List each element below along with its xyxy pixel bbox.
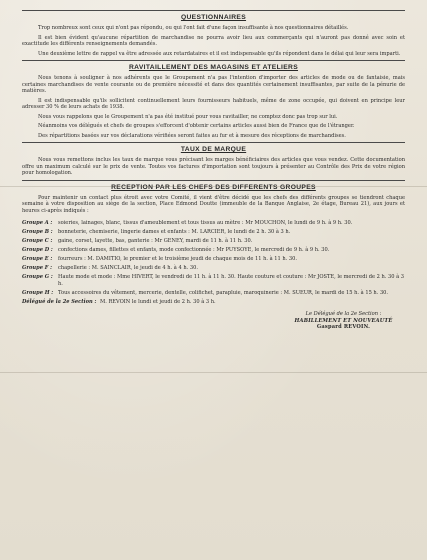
group-text: Tous accessoires du vêtement, mercerie, dentelle, colifichet, parapluie, maroquinerie : M. SUEUR, le mardi de 15 h. à 15 h. 30.	[58, 289, 389, 296]
paper-fold-line	[0, 186, 427, 187]
paragraph: Des répartitions basées sur vos déclarations vérifiées seront faites au fur et à mesure des réceptions de marchandises.	[38, 132, 346, 139]
group-row	[22, 238, 405, 245]
section-rule	[22, 60, 405, 61]
group-label: Groupe A :	[22, 220, 53, 226]
group-label: Groupe E :	[22, 256, 53, 262]
signature-block	[282, 311, 405, 331]
delegate-row	[22, 299, 405, 306]
paragraph: Une deuxième lettre de rappel va être adressée aux retardataires et il est indispensable qu'ils répondent dans le délai qui leur sera imparti.	[38, 50, 401, 57]
signature-name: Gaspard REVOIN.	[316, 324, 371, 331]
group-label: Groupe F :	[22, 265, 52, 271]
section-title: QUESTIONNAIRES	[180, 14, 247, 21]
paragraph: Il est indispensable qu'ils sollicitent continuellement leurs fournisseurs habituels, même de zone occupée, qui doivent en principe leur adresser 30 % de leurs achats de 1938.	[22, 97, 405, 110]
signature-section-name: HABILLEMENT ET NOUVEAUTÉ	[294, 317, 393, 324]
section-rule	[22, 180, 405, 181]
taux-section	[22, 142, 405, 177]
group-row	[22, 256, 405, 263]
questionnaires-section	[22, 10, 405, 57]
paper-fold-line	[0, 372, 427, 373]
group-row	[22, 247, 405, 254]
section-title: TAUX DE MARQUE	[180, 146, 247, 153]
paragraph: Nous tenons à souligner à nos adhérents que le Groupement n'a pas l'intention d'importer des articles de mode ou de fantaisie, mais certaines marchandises de vente courante ou de première nécessité et dans des quantités certainement insuffisantes, par suite de la pénurie de matières.	[22, 75, 405, 94]
group-text: Haute mode et mode : Mme HIVERT, le vendredi de 11 h. à 11 h. 30. Haute couture et couture : Mr JOSTE, le mercredi de 2 h. 30 à 3 h.	[58, 274, 404, 287]
group-label: Groupe H :	[22, 289, 54, 296]
paragraph: Il est bien évident qu'aucune répartition de marchandise ne pourra avoir lieu aux commerçants qui n'auront pas donné avec soin et exactitude les différents renseignements demandés.	[22, 34, 405, 47]
group-row	[22, 220, 405, 227]
group-text: gaine, corset, layette, bas, ganterie : Mr GENEY, mardi de 11 h. à 11 h. 30.	[58, 238, 253, 244]
group-row	[22, 290, 405, 297]
paragraph: Trop nombreux sont ceux qui n'ont pas répondu, ou qui l'ont fait d'une façon insuffisante à nos questionnaires détaillés.	[38, 25, 349, 31]
paragraph: Néanmoins vos délégués et chefs de groupes s'efforcent d'obtenir certains articles aussi bien de France que de l'étranger.	[38, 123, 355, 129]
group-label: Groupe G :	[22, 274, 53, 280]
ravitaillement-section	[22, 60, 405, 139]
group-label: Groupe B :	[22, 229, 53, 235]
group-text: confections dames, fillettes et enfants, mode confectionnée : Mr PUYSOYE, le mercredi de 9 h. à 9 h. 30.	[58, 247, 330, 253]
delegate-label: Délégué de la 2e Section :	[22, 298, 97, 305]
paragraph: Pour maintenir un contact plus étroit avec votre Comité, il vient d'être décidé que les chefs des différents groupes se tiendront chaque semaine à votre disposition au siège de la section, Place Edmond Doutte (immeuble de la Banque Anglaise, 2e étage, Bureau 21), aux jours et heures ci-après indiqués :	[22, 194, 405, 214]
group-text: bonneterie, chemiserie, lingerie dames et enfants : M. LARCIER, le lundi de 2 h. 30 à 3 h.	[58, 229, 291, 235]
section-title: RAVITAILLEMENT DES MAGASINS ET ATELIERS	[128, 64, 299, 71]
group-label: Groupe D :	[22, 247, 53, 253]
group-text: chapellerie : M. SAINCLAIR, le jeudi de 4 h. à 4 h. 30.	[58, 265, 198, 271]
group-row	[22, 274, 405, 287]
group-text: fourreurs : M. DAMITIO, le premier et le troisième jeudi de chaque mois de 11 h. à 11 h. 30.	[58, 256, 297, 262]
group-text: soieries, lainages, blanc, tissus d'ameublement et tous tissus au mètre : Mr MOUCHON, le lundi de 9 h. à 9 h. 30.	[58, 220, 353, 226]
section-rule	[22, 142, 405, 143]
group-row	[22, 265, 405, 272]
signature-role: Le Délégué de la 2e Section :	[305, 311, 382, 317]
delegate-text: M. REVOIN le lundi et jeudi de 2 h. 30 à 3 h.	[100, 298, 216, 305]
group-row	[22, 229, 405, 236]
reception-section	[22, 180, 405, 306]
section-rule	[22, 10, 405, 11]
group-label: Groupe C :	[22, 238, 53, 244]
paragraph: Nous vous remettons inclus les taux de marque vous précisant les marges bénéficiaires des articles que vous vendez. Cette documentation offre un maximum calculé sur le prix de vente. Toutes vos factures d'importation sont toujours à présenter au Contrôle des Prix de votre région pour homologation.	[22, 157, 405, 176]
paragraph: Nous vous rappelons que le Groupement n'a pas été institué pour vous ravitailler, ne comptez donc pas trop sur lui.	[38, 113, 338, 120]
section-title: RECEPTION PAR LES CHEFS DES DIFFERENTS GROUPES	[111, 183, 316, 191]
